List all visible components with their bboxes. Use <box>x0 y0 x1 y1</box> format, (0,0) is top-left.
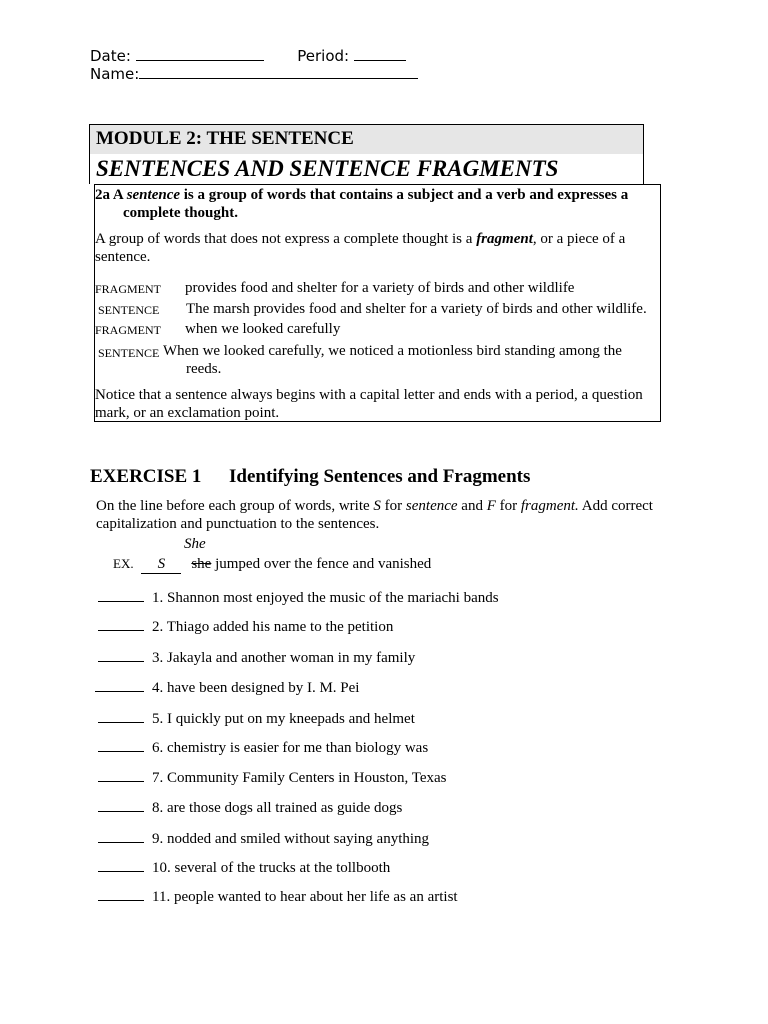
example-tag: FRAGMENT <box>95 323 162 337</box>
example-tag: FRAGMENT <box>95 282 162 296</box>
instructions <box>96 497 653 515</box>
example-tag: SENTENCE <box>98 346 160 360</box>
fragment-definition <box>95 230 625 248</box>
item-text: 7. Community Family Centers in Houston, Texas <box>152 770 447 786</box>
item-text: 5. I quickly put on my kneepads and helmet <box>152 711 415 727</box>
rule-definition-text: is a group of words that contains a subject and a verb and expresses a <box>180 187 629 203</box>
example-correction: She <box>184 536 206 552</box>
exercise-item <box>98 798 402 817</box>
date-period-line <box>90 46 406 65</box>
rule-definition <box>95 186 628 204</box>
answer-blank[interactable] <box>98 829 144 843</box>
exercise-title: Identifying Sentences and Fragments <box>229 466 531 487</box>
fragment-term: fragment <box>476 231 533 247</box>
exercise-item <box>98 648 415 667</box>
module-title: MODULE 2: THE SENTENCE <box>96 128 354 149</box>
instr-text: and <box>457 498 487 514</box>
period-label: Period: <box>297 47 350 65</box>
item-text: 2. Thiago added his name to the petition <box>152 619 394 635</box>
example-text: When we looked carefully, we noticed a motionless bird standing among the <box>163 343 622 359</box>
item-text: 1. Shannon most enjoyed the music of the mariachi bands <box>152 590 499 606</box>
item-text: 8. are those dogs all trained as guide dogs <box>152 800 403 816</box>
example-label: EX. <box>113 556 134 571</box>
item-text: 4. have been designed by I. M. Pei <box>152 680 360 696</box>
answer-blank[interactable] <box>98 617 144 631</box>
rule-term: sentence <box>126 187 181 203</box>
exercise-item <box>95 678 359 697</box>
answer-blank[interactable] <box>98 798 144 812</box>
section-title: SENTENCES AND SENTENCE FRAGMENTS <box>96 156 559 181</box>
fragment-def-text: A group of words that does not express a complete thought is a <box>95 231 477 247</box>
example-text: provides food and shelter for a variety of birds and other wildlife <box>185 280 575 296</box>
notice-text: Notice that a sentence always begins with a capital letter and ends with a period, a question <box>95 387 643 403</box>
instr-sentence: sentence <box>405 498 458 514</box>
answer-blank[interactable] <box>98 648 144 662</box>
example-text: The marsh provides food and shelter for a variety of birds and other wildlife. <box>186 301 647 317</box>
example-tag: SENTENCE <box>98 303 160 317</box>
example-row <box>113 555 431 574</box>
example-answer: S <box>141 555 181 574</box>
rule-box <box>94 184 661 422</box>
instr-text: On the line before each group of words, write <box>96 498 374 514</box>
example-struck-word: she <box>191 556 212 572</box>
exercise-item <box>98 738 428 757</box>
exercise-item <box>98 887 458 906</box>
name-label: Name: <box>90 65 140 83</box>
answer-blank[interactable] <box>98 588 144 602</box>
date-label: Date: <box>90 47 131 65</box>
instr-f: F <box>486 498 496 514</box>
period-field[interactable] <box>354 46 406 61</box>
example-text-cont: reeds. <box>186 361 222 377</box>
exercise-item <box>98 588 499 607</box>
fragment-def-text-b: , or a piece of a <box>532 231 626 247</box>
notice-text-cont: mark, or an exclamation point. <box>95 405 280 421</box>
answer-blank[interactable] <box>98 709 144 723</box>
name-line <box>90 64 418 83</box>
module-header <box>89 124 644 184</box>
exercise-item <box>98 768 447 787</box>
fragment-definition-cont: sentence. <box>95 249 151 265</box>
rule-definition-cont: complete thought. <box>123 205 238 221</box>
exercise-item <box>98 617 393 636</box>
rule-number: 2a A <box>95 187 127 203</box>
instr-s: S <box>373 498 381 514</box>
name-field[interactable] <box>139 64 418 79</box>
exercise-item <box>98 829 429 848</box>
example-text: when we looked carefully <box>185 321 341 337</box>
exercise-item <box>98 858 390 877</box>
exercise-number: EXERCISE 1 <box>90 466 202 487</box>
answer-blank[interactable] <box>98 887 144 901</box>
example-text: jumped over the fence and vanished <box>211 556 432 572</box>
item-text: 6. chemistry is easier for me than biology was <box>152 740 429 756</box>
answer-blank[interactable] <box>95 678 144 692</box>
exercise-item <box>98 709 415 728</box>
instr-text: for <box>495 498 521 514</box>
instr-fragment: fragment. <box>520 498 579 514</box>
answer-blank[interactable] <box>98 858 144 872</box>
item-text: 10. several of the trucks at the tollbooth <box>152 860 391 876</box>
item-text: 9. nodded and smiled without saying anything <box>152 831 430 847</box>
instructions-cont: capitalization and punctuation to the sentences. <box>96 516 380 532</box>
instr-text: for <box>380 498 406 514</box>
item-text: 3. Jakayla and another woman in my family <box>152 650 416 666</box>
answer-blank[interactable] <box>98 738 144 752</box>
answer-blank[interactable] <box>98 768 144 782</box>
item-text: 11. people wanted to hear about her life as an artist <box>152 889 458 905</box>
date-field[interactable] <box>136 46 264 61</box>
instr-text: Add correct <box>578 498 653 514</box>
